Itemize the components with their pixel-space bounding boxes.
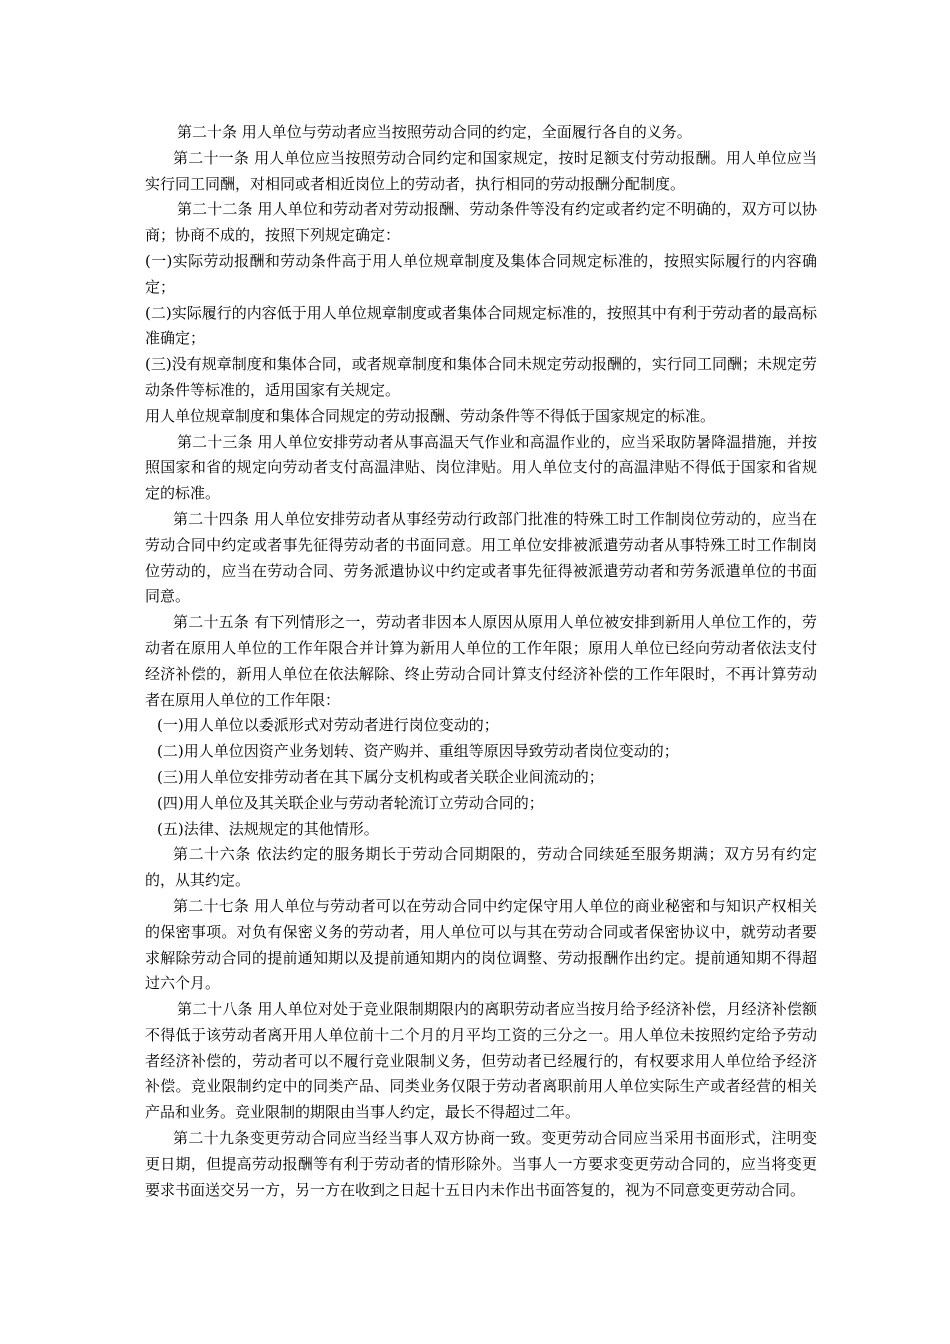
article-29: 第二十九条变更劳动合同应当经当事人双方协商一致。变更劳动合同应当采用书面形式，注明变更日期，但提高劳动报酬等有利于劳动者的情形除外。当事人一方要求变更劳动合同的，应当将变更要求书面送交另一方，另一方在收到之日起十五日内未作出书面答复的，视为不同意变更劳动合同。 bbox=[145, 1129, 817, 1199]
article-21: 第二十一条 用人单位应当按照劳动合同约定和国家规定，按时足额支付劳动报酬。用人单位应当实行同工同酬，对相同或者相近岗位上的劳动者，执行相同的劳动报酬分配制度。 bbox=[145, 148, 817, 193]
article-28: 第二十八条 用人单位对处于竞业限制期限内的离职劳动者应当按月给予经济补偿，月经济补偿额不得低于该劳动者离开用人单位前十二个月的月平均工资的三分之一。用人单位未按照约定给予劳动者经济补偿的，劳动者可以不履行竞业限制义务，但劳动者已经履行的，有权要求用人单位给予经济补偿。竞业限制约定中的同类产品、同类业务仅限于劳动者离职前用人单位实际生产或者经营的相关产品和业务。竞业限制的期限由当事人约定，最长不得超过二年。 bbox=[145, 1000, 817, 1122]
article-25-item-1: (一)用人单位以委派形式对劳动者进行岗位变动的； bbox=[157, 716, 499, 735]
article-25-item-2: (二)用人单位因资产业务划转、资产购并、重组等原因导致劳动者岗位变动的； bbox=[157, 742, 679, 761]
article-22-item-2: (二)实际履行的内容低于用人单位规章制度或者集体合同规定标准的，按照其中有利于劳动者的最高标准确定； bbox=[145, 303, 817, 348]
article-22-note: 用人单位规章制度和集体合同规定的劳动报酬、劳动条件等不得低于国家规定的标准。 bbox=[145, 406, 716, 425]
document-page bbox=[145, 120, 817, 1203]
article-22: 第二十二条 用人单位和劳动者对劳动报酬、劳动条件等没有约定或者约定不明确的，双方可以协商；协商不成的，按照下列规定确定： bbox=[145, 200, 817, 245]
article-23: 第二十三条 用人单位安排劳动者从事高温天气作业和高温作业的，应当采取防暑降温措施，并按照国家和省的规定向劳动者支付高温津贴、岗位津贴。用人单位支付的高温津贴不得低于国家和省规定的标准。 bbox=[145, 432, 817, 503]
article-24: 第二十四条 用人单位安排劳动者从事经劳动行政部门批准的特殊工时工作制岗位劳动的，应当在劳动合同中约定或者事先征得劳动者的书面同意。用工单位安排被派遣劳动者从事特殊工时工作制岗位劳动的，应当在劳动合同、劳务派遣协议中约定或者事先征得被派遣劳动者和劳务派遣单位的书面同意。 bbox=[145, 509, 817, 606]
article-26: 第二十六条 依法约定的服务期长于劳动合同期限的，劳动合同续延至服务期满；双方另有约定的，从其约定。 bbox=[145, 845, 817, 890]
article-25: 第二十五条 有下列情形之一，劳动者非因本人原因从原用人单位被安排到新用人单位工作的，劳动者在原用人单位的工作年限合并计算为新用人单位的工作年限；原用人单位已经向劳动者依法支付经济补偿的，新用人单位在依法解除、终止劳动合同计算支付经济补偿的工作年限时，不再计算劳动者在原用人单位的工作年限： bbox=[145, 613, 817, 709]
article-27: 第二十七条 用人单位与劳动者可以在劳动合同中约定保守用人单位的商业秘密和与知识产权相关的保密事项。对负有保密义务的劳动者，用人单位可以与其在劳动合同或者保密协议中，就劳动者要求解除劳动合同的提前通知期以及提前通知期内的岗位调整、劳动报酬作出约定。提前通知期不得超过六个月。 bbox=[145, 896, 817, 993]
article-25-item-5: (五)法律、法规规定的其他情形。 bbox=[157, 819, 379, 838]
article-25-item-4: (四)用人单位及其关联企业与劳动者轮流订立劳动合同的； bbox=[157, 793, 544, 812]
article-22-item-1: (一)实际劳动报酬和劳动条件高于用人单位规章制度及集体合同规定标准的，按照实际履行的内容确定； bbox=[145, 251, 817, 296]
article-20: 第二十条 用人单位与劳动者应当按照劳动合同的约定，全面履行各自的义务。 bbox=[177, 123, 692, 141]
article-22-item-3: (三)没有规章制度和集体合同，或者规章制度和集体合同未规定劳动报酬的，实行同工同酬；未规定劳动条件等标准的，适用国家有关规定。 bbox=[145, 355, 817, 399]
article-25-item-3: (三)用人单位安排劳动者在其下属分支机构或者关联企业间流动的； bbox=[157, 767, 604, 786]
